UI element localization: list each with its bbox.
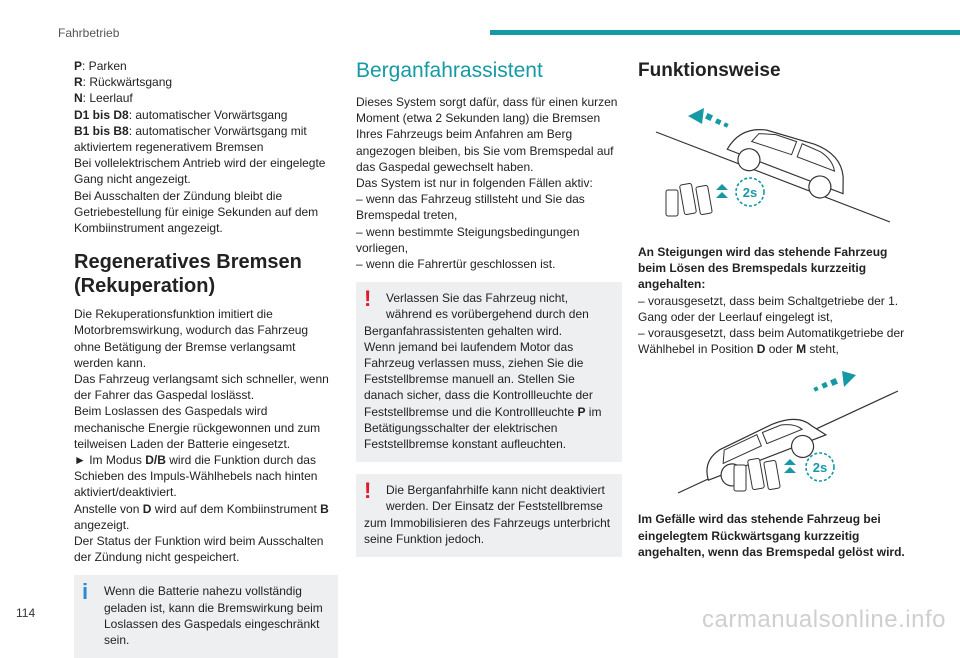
page-number: 114 — [16, 606, 36, 620]
warning-note — [356, 282, 622, 462]
paragraph: Dieses System sorgt dafür, dass für einen kurzen Moment (etwa 2 Sekunden lang) die Bremsen Ihres Fahrzeugs beim Anfahren am Berg angezogen bleiben, bis Sie vom Bremspedal auf das Gaspedal gewechselt haben. — [356, 95, 618, 174]
column-right — [638, 58, 908, 560]
warning-text: Die Berganfahrhilfe kann nicht deaktiviert werden. Der Einsatz der Feststellbremse — [386, 483, 605, 514]
gear-item: R: Rückwärtsgang — [74, 75, 173, 90]
column-left — [74, 58, 338, 658]
brake-release-icon — [716, 184, 728, 198]
header-accent-bar — [490, 30, 960, 35]
paragraph: Das System ist nur in folgenden Fällen aktiv: — [356, 176, 593, 191]
info-icon: i — [82, 579, 89, 605]
list-item: – vorausgesetzt, dass beim Automatikgetriebe der Wählhebel in Position D oder M steht, — [638, 326, 905, 357]
paragraph: Anstelle von D wird auf dem Kombiinstrument B angezeigt. — [74, 501, 329, 532]
direction-arrow-icon — [688, 108, 729, 128]
list-item: – wenn bestimmte Steigungsbedingungen vorliegen, — [356, 224, 580, 255]
paragraph: Beim Loslassen des Gaspedals wird mechanische Energie rückgewonnen und zum teilweisen Laden der Batterie eingesetzt. — [74, 404, 321, 451]
gear-item: B1 bis B8: automatischer Vorwärtsgang mit aktiviertem regenerativem Bremsen — [74, 123, 307, 155]
column-middle — [356, 58, 622, 557]
section-title: Fahrbetrieb — [58, 26, 120, 40]
paragraph: Das Fahrzeug verlangsamt sich schneller, wenn der Fahrer das Gaspedal loslässt. — [74, 372, 329, 403]
car-icon — [698, 407, 831, 494]
warning-icon: ! — [364, 286, 372, 312]
svg-text:2s: 2s — [742, 185, 758, 200]
list-item: – wenn das Fahrzeug stillsteht und Sie das Bremspedal treten, — [356, 192, 585, 223]
direction-arrow-icon — [813, 371, 856, 392]
warning-note — [356, 474, 622, 557]
paragraph: Bei Ausschalten der Zündung bleibt die Getriebestellung für einige Sekunden auf dem Kombiinstrument angezeigt. — [74, 188, 319, 236]
list-item: – wenn die Fahrertür geschlossen ist. — [356, 257, 556, 272]
uphill-illustration — [638, 94, 898, 234]
warning-text: Verlassen Sie das Fahrzeug nicht, während es vorübergehend durch den — [386, 291, 589, 322]
caption: Im Gefälle wird das stehende Fahrzeug bei eingelegtem Rückwärtsgang kurzzeitig angehalten, wenn das Bremspedal gelöst wird. — [638, 512, 905, 559]
warning-text: Wenn jemand bei laufendem Motor das Fahrzeug verlassen muss, ziehen Sie die Feststellbremse manuell an. Stellen Sie danach sicher, dass die Kontrollleuchte der Feststellbremse und die Kontrollleuchte P im Betätigungsschalter der elektrischen Feststellbremse konstant aufleuchten. — [364, 339, 602, 452]
section-heading: Berganfahrassistent — [356, 59, 543, 82]
pedal-icon — [666, 183, 712, 216]
downhill-illustration — [638, 371, 898, 501]
warning-icon: ! — [364, 478, 372, 504]
timer-badge-icon — [736, 178, 764, 206]
gear-item: N: Leerlauf — [74, 91, 133, 106]
watermark: carmanualsonline.info — [702, 606, 946, 633]
list-item: – vorausgesetzt, dass beim Schaltgetriebe der 1. Gang oder der Leerlauf eingelegt ist, — [638, 293, 899, 324]
brake-release-icon — [784, 459, 796, 473]
timer-badge-icon — [806, 453, 834, 481]
svg-text:2s: 2s — [812, 460, 828, 476]
warning-text: zum Immobilisieren des Fahrzeugs unterbricht seine Funktion jedoch. — [364, 515, 611, 546]
gear-list — [74, 58, 338, 155]
paragraph: Bei vollelektrischem Antrieb wird der eingelegte Gang nicht angezeigt. — [74, 156, 326, 187]
paragraph: Die Rekuperationsfunktion imitiert die Motorbremswirkung, wodurch das Fahrzeug ohne Betätigung der Bremse verlangsamt werden kann. — [74, 307, 309, 370]
info-note — [74, 575, 338, 658]
paragraph: Der Status der Funktion wird beim Ausschalten der Zündung nicht gespeichert. — [74, 534, 324, 565]
gear-item: P: Parken — [74, 59, 127, 73]
section-heading: Funktionsweise — [638, 60, 781, 81]
gear-item: D1 bis D8: automatischer Vorwärtsgang — [74, 107, 288, 122]
info-note-text: Wenn die Batterie nahezu vollständig geladen ist, kann die Bremswirkung beim Loslassen des Gaspedals eingeschränkt sein. — [104, 584, 323, 648]
instruction-step: ► Im Modus D/B wird die Funktion durch das Schieben des Impuls-Wählhebels nach hinten aktiviert/deaktiviert. — [74, 453, 318, 500]
warning-text: Berganfahrassistenten gehalten wird. — [364, 323, 563, 338]
section-heading: Regeneratives Bremsen (Rekuperation) — [74, 251, 302, 298]
caption: An Steigungen wird das stehende Fahrzeug beim Lösen des Bremspedals kurzzeitig angehalten: — [638, 245, 888, 292]
